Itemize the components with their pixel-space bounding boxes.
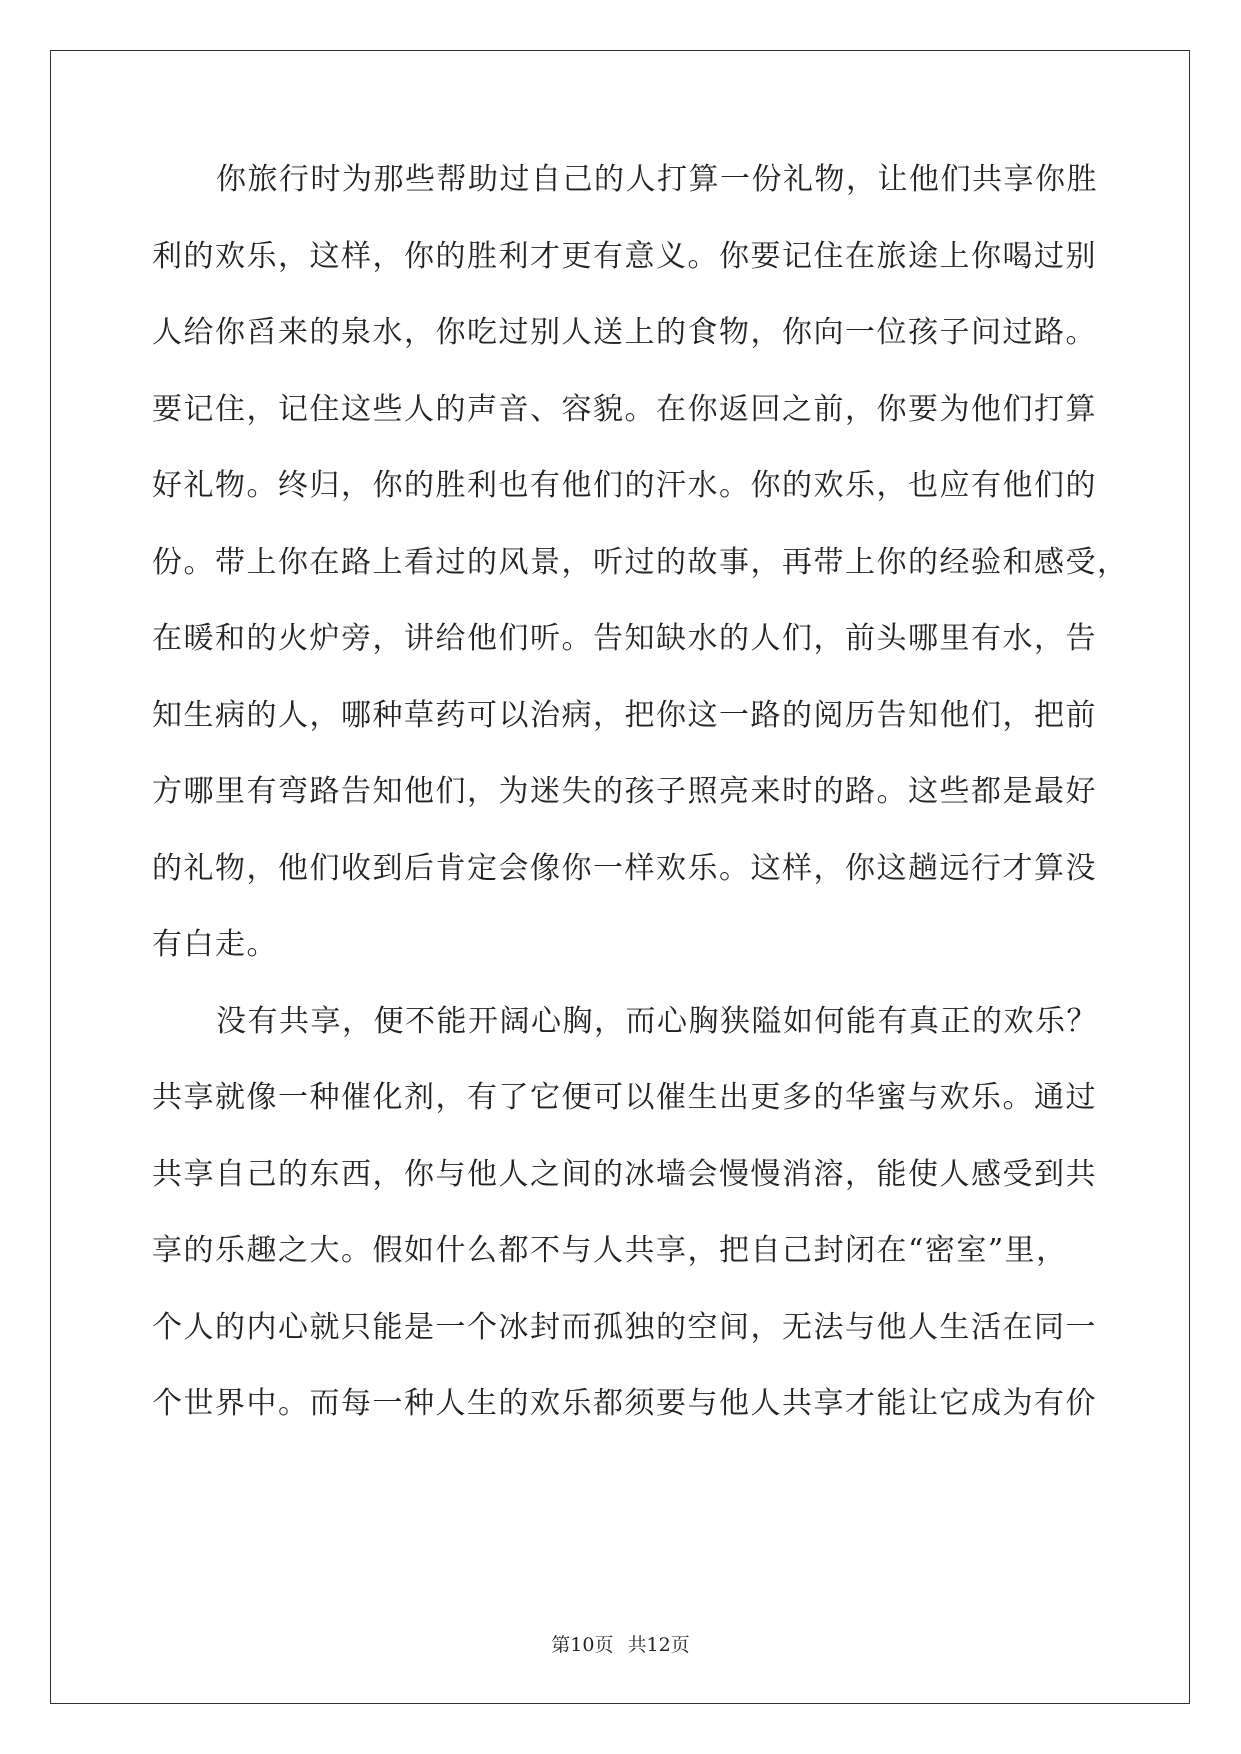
text-line: 知生病的人，哪种草药可以治病，把你这一路的阅历告知他们，把前 [152,697,1097,733]
text-line: 享的乐趣之大。假如什么都不与人共享，把自己封闭在“密室”里， [152,1233,1068,1268]
text-line: 方哪里有弯路告知他们，为迷失的孩子照亮来时的路。这些都是最好 [152,774,1097,809]
page-number-total: 共12页 [627,1634,690,1656]
text-line: 好礼物。终归，你的胜利也有他们的汗水。你的欢乐，也应有他们的 [152,468,1097,503]
page-footer [0,1630,1241,1657]
text-line: 要记住，记住这些人的声音、容貌。在你返回之前，你要为他们打算 [152,391,1097,427]
text-line: 共享就像一种催化剂，有了它便可以催生出更多的华蜜与欢乐。通过 [152,1080,1097,1115]
text-line: 的礼物，他们收到后肯定会像你一样欢乐。这样，你这趟远行才算没 [152,850,1097,886]
text-line: 你旅行时为那些帮助过自己的人打算一份礼物，让他们共享你胜 [216,162,1098,197]
text-line: 个人的内心就只能是一个冰封而孤独的空间，无法与他人生活在同一 [152,1309,1097,1345]
text-line: 有白走。 [152,927,278,962]
page-number-current: 第10页 [551,1634,614,1656]
text-line: 利的欢乐，这样，你的胜利才更有意义。你要记住在旅途上你喝过别 [152,238,1097,274]
text-line: 共享自己的东西，你与他人之间的冰墙会慢慢消溶，能使人感受到共 [152,1156,1097,1192]
document-body [152,160,1129,1461]
text-line: 没有共享，便不能开阔心胸，而心胸狭隘如何能有真正的欢乐？ [216,1003,1098,1039]
text-line: 人给你舀来的泉水，你吃过别人送上的食物，你向一位孩子问过路。 [152,315,1097,350]
text-line: 个世界中。而每一种人生的欢乐都须要与他人共享才能让它成为有价 [152,1386,1097,1421]
text-line: 在暖和的火炉旁，讲给他们听。告知缺水的人们，前头哪里有水，告 [152,621,1097,656]
text-line: 份。带上你在路上看过的风景，听过的故事，再带上你的经验和感受， [152,544,1129,580]
